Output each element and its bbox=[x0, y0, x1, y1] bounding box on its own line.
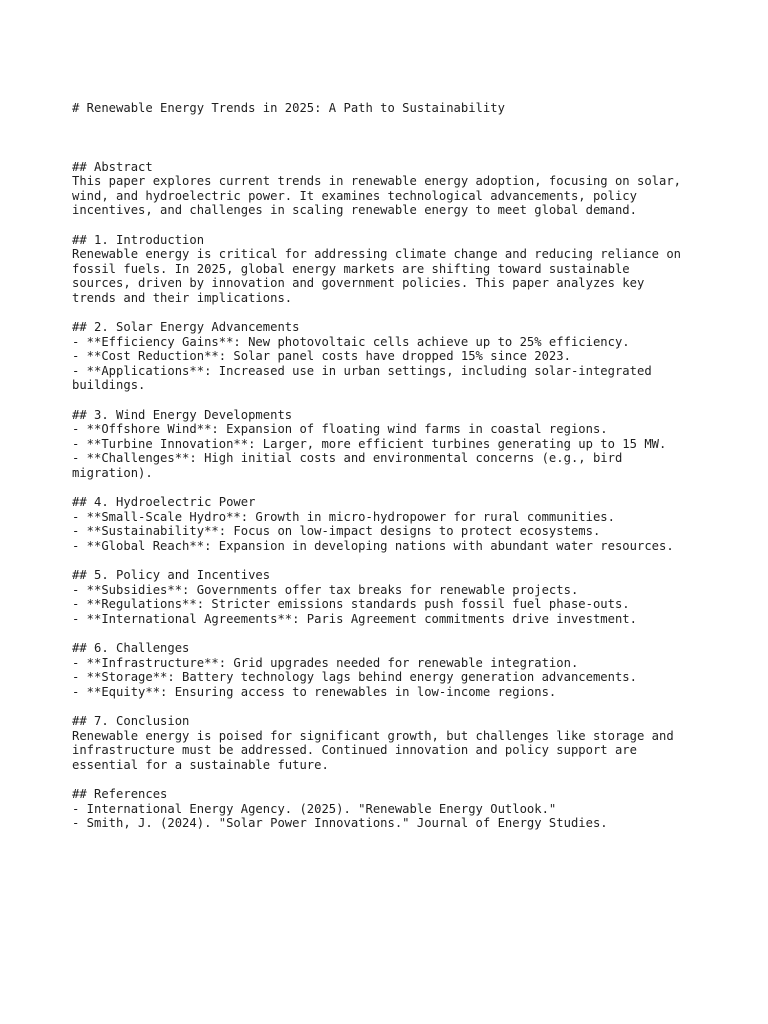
section-spacer bbox=[72, 773, 712, 788]
section-spacer bbox=[72, 627, 712, 642]
section-text-line: - **Turbine Innovation**: Larger, more efficient turbines generating up to 15 MW. bbox=[72, 436, 667, 451]
section-text-line: - **Infrastructure**: Grid upgrades needed for renewable integration. bbox=[72, 655, 579, 670]
section-references bbox=[72, 787, 712, 831]
section-text-line: Renewable energy is critical for addressing climate change and reducing reliance on bbox=[72, 247, 682, 262]
section-wind-energy bbox=[72, 408, 712, 481]
section-abstract bbox=[72, 160, 712, 218]
section-text-line: This paper explores current trends in renewable energy adoption, focusing on solar, bbox=[72, 174, 682, 189]
section-text-line: sources, driven by innovation and government policies. This paper analyzes key bbox=[72, 276, 645, 291]
section-challenges bbox=[72, 641, 712, 699]
section-text-line: - **Efficiency Gains**: New photovoltaic cells achieve up to 25% efficiency. bbox=[72, 334, 630, 349]
document-title: # Renewable Energy Trends in 2025: A Path to Sustainability bbox=[72, 101, 505, 116]
section-text-line: - **Applications**: Increased use in urban settings, including solar-integrated bbox=[72, 363, 652, 378]
section-text-line: - **Cost Reduction**: Solar panel costs have dropped 15% since 2023. bbox=[72, 349, 571, 364]
section-text-line: - **Equity**: Ensuring access to renewables in low-income regions. bbox=[72, 684, 557, 699]
section-spacer bbox=[72, 554, 712, 569]
section-heading-policy: ## 5. Policy and Incentives bbox=[72, 568, 271, 583]
section-text-line: - **Sustainability**: Focus on low-impact designs to protect ecosystems. bbox=[72, 524, 601, 539]
section-text-line: essential for a sustainable future. bbox=[72, 757, 329, 772]
section-text-line: - **International Agreements**: Paris Agreement commitments drive investment. bbox=[72, 611, 637, 626]
section-text-line: - **Challenges**: High initial costs and environmental concerns (e.g., bird bbox=[72, 451, 623, 466]
section-spacer bbox=[72, 218, 712, 233]
section-conclusion bbox=[72, 714, 712, 772]
section-spacer bbox=[72, 145, 712, 160]
section-hydroelectric bbox=[72, 495, 712, 553]
section-spacer bbox=[72, 700, 712, 715]
section-text-line: - International Energy Agency. (2025). "Renewable Energy Outlook." bbox=[72, 801, 557, 816]
section-heading-abstract: ## Abstract bbox=[72, 159, 153, 174]
section-text-line: infrastructure must be addressed. Continued innovation and policy support are bbox=[72, 743, 637, 758]
section-spacer bbox=[72, 306, 712, 321]
section-text-line: - **Small-Scale Hydro**: Growth in micro-hydropower for rural communities. bbox=[72, 509, 615, 524]
section-text-line: - Smith, J. (2024). "Solar Power Innovations." Journal of Energy Studies. bbox=[72, 816, 608, 831]
section-heading-solar-energy: ## 2. Solar Energy Advancements bbox=[72, 320, 300, 335]
section-heading-conclusion: ## 7. Conclusion bbox=[72, 714, 190, 729]
section-text-line: Renewable energy is poised for significant growth, but challenges like storage and bbox=[72, 728, 674, 743]
section-text-line: - **Storage**: Battery technology lags behind energy generation advancements. bbox=[72, 670, 637, 685]
section-text-line: fossil fuels. In 2025, global energy markets are shifting toward sustainable bbox=[72, 261, 630, 276]
section-text-line: - **Subsidies**: Governments offer tax breaks for renewable projects. bbox=[72, 582, 579, 597]
section-solar-energy bbox=[72, 320, 712, 393]
section-text-line: incentives, and challenges in scaling renewable energy to meet global demand. bbox=[72, 203, 637, 218]
section-heading-wind-energy: ## 3. Wind Energy Developments bbox=[72, 407, 293, 422]
section-policy bbox=[72, 568, 712, 626]
document-page bbox=[72, 72, 712, 845]
section-heading-hydroelectric: ## 4. Hydroelectric Power bbox=[72, 495, 256, 510]
document-sections bbox=[72, 145, 712, 831]
section-heading-introduction: ## 1. Introduction bbox=[72, 232, 205, 247]
section-text-line: migration). bbox=[72, 466, 153, 481]
section-text-line: buildings. bbox=[72, 378, 146, 393]
section-text-line: trends and their implications. bbox=[72, 290, 293, 305]
section-spacer bbox=[72, 481, 712, 496]
section-text-line: wind, and hydroelectric power. It examines technological advancements, policy bbox=[72, 188, 637, 203]
section-text-line: - **Offshore Wind**: Expansion of floating wind farms in coastal regions. bbox=[72, 422, 608, 437]
section-heading-challenges: ## 6. Challenges bbox=[72, 641, 190, 656]
section-introduction bbox=[72, 233, 712, 306]
section-spacer bbox=[72, 393, 712, 408]
section-text-line: - **Global Reach**: Expansion in developing nations with abundant water resources. bbox=[72, 539, 674, 553]
section-text-line: - **Regulations**: Stricter emissions standards push fossil fuel phase-outs. bbox=[72, 597, 630, 612]
section-heading-references: ## References bbox=[72, 787, 168, 802]
